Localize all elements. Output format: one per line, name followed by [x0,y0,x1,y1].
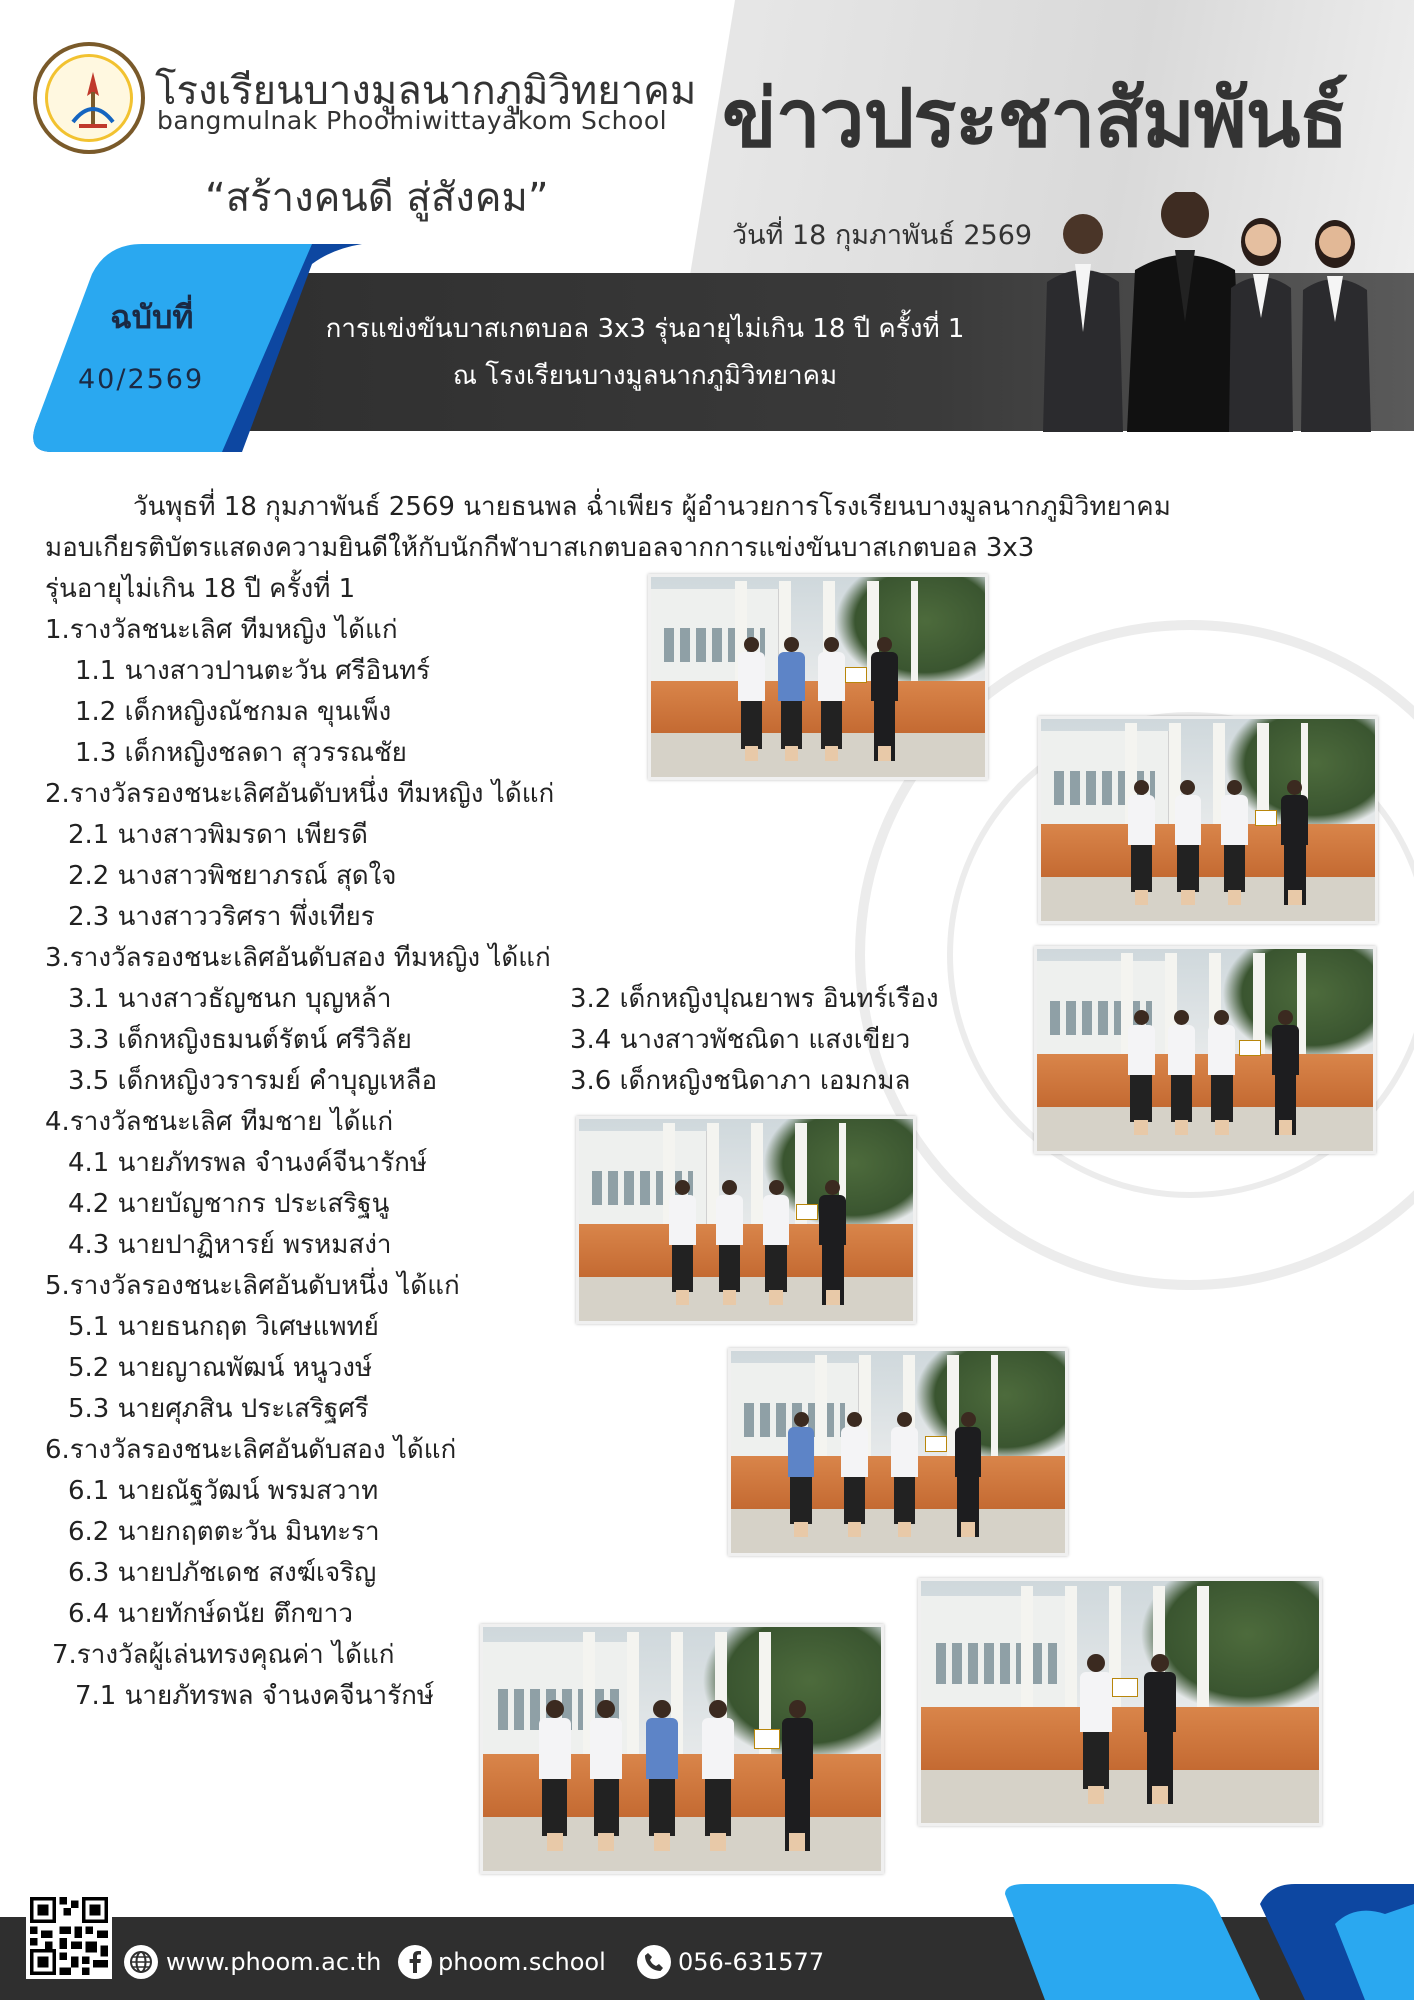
news-title: ข่าวประชาสัมพันธ์ [722,72,1348,165]
photo-boys-champion [576,1116,916,1324]
headline-line-2: ณ โรงเรียนบางมูลนากภูมิวิทยาคม [452,361,838,391]
issue-number: 40/2569 [78,364,205,395]
list-item: 3.4 นางสาวพัชณิดา แสงเขียว [570,1025,911,1055]
photo-mvp [918,1578,1322,1826]
list-item: 4.3 นายปาฏิหารย์ พรหมสง่า [68,1230,392,1260]
list-item: 2.3 นางสาววริศรา พึ่งเทียร [68,902,375,932]
list-item: 1.3 เด็กหญิงชลดา สุวรรณชัย [75,738,407,768]
list-item: 2.1 นางสาวพิมรดา เพียรดี [68,820,368,850]
school-logo [33,42,145,154]
list-item: 3.5 เด็กหญิงวรารมย์ คำบุญเหลือ [68,1066,438,1096]
list-item: 3.1 นางสาวธัญชนก บุญหล้า [68,984,392,1014]
award-5-heading: 5.รางวัลรองชนะเลิศอันดับหนึ่ง ได้แก่ [45,1271,460,1301]
list-item: 6.2 นายกฤตตะวัน มินทะรา [68,1517,380,1547]
award-4-heading: 4.รางวัลชนะเลิศ ทีมชาย ได้แก่ [45,1107,394,1137]
photo-boys-runner-up-1 [728,1348,1068,1556]
list-item: 7.1 นายภัทรพล จำนงคจีนารักษ์ [75,1681,434,1711]
award-1-heading: 1.รางวัลชนะเลิศ ทีมหญิง ได้แก่ [45,615,398,645]
list-item: 3.2 เด็กหญิงปุณยาพร อินทร์เรือง [570,984,939,1014]
award-7-heading: 7.รางวัลผู้เล่นทรงคุณค่า ได้แก่ [52,1640,395,1670]
list-item: 2.2 นางสาวพิชยาภรณ์ สุดใจ [68,861,397,891]
photo-boys-runner-up-2 [480,1624,884,1874]
list-item: 3.3 เด็กหญิงธมนต์รัตน์ ศรีวิลัย [68,1025,412,1055]
facebook-icon [398,1945,432,1979]
headline [300,306,990,400]
footer-phone[interactable]: 056-631577 [678,1948,825,1976]
list-item: 4.1 นายภัทรพล จำนงค์จีนารักษ์ [68,1148,427,1178]
school-slogan: “สร้างคนดี สู่สังคม” [205,175,549,221]
executives-photo [1035,192,1395,432]
qr-code[interactable] [26,1893,112,1979]
list-item: 6.4 นายทักษ์ดนัย ตึกขาว [68,1599,353,1629]
list-item: 5.3 นายศุภสิน ประเสริฐศรี [68,1394,369,1424]
intro-line-3: รุ่นอายุไม่เกิน 18 ปี ครั้งที่ 1 [45,574,356,604]
footer-website[interactable]: www.phoom.ac.th [166,1948,382,1976]
list-item: 6.1 นายณัฐวัฒน์ พรมสวาท [68,1476,379,1506]
footer-accent-shape [1005,1884,1414,2000]
list-item: 1.1 นางสาวปานตะวัน ศรีอินทร์ [75,656,431,686]
news-date: วันที่ 18 กุมภาพันธ์ 2569 [732,220,1033,251]
footer-facebook[interactable]: phoom.school [438,1948,606,1976]
list-item: 6.3 นายปภัชเดช สงฆ์เจริญ [68,1558,377,1588]
school-name-thai: โรงเรียนบางมูลนากภูมิวิทยาคม [155,68,697,114]
list-item: 5.1 นายธนกฤต วิเศษแพทย์ [68,1312,379,1342]
award-3-heading: 3.รางวัลรองชนะเลิศอันดับสอง ทีมหญิง ได้แก่ [45,943,551,973]
intro-line-2: มอบเกียรติบัตรแสดงความยินดีให้กับนักกีฬาบาสเกตบอลจากการแข่งขันบาสเกตบอล 3x3 [45,533,1035,563]
photo-girls-champion [648,574,988,780]
list-item: 3.6 เด็กหญิงชนิดาภา เอมกมล [570,1066,911,1096]
headline-line-1: การแข่งขันบาสเกตบอล 3x3 รุ่นอายุไม่เกิน 18 ปี ครั้งที่ 1 [325,314,965,344]
globe-icon [124,1945,158,1979]
list-item: 5.2 นายญาณพัฒน์ หนูวงษ์ [68,1353,373,1383]
issue-label: ฉบับที่ [110,298,194,336]
photo-girls-runner-up-2 [1034,946,1376,1154]
list-item: 1.2 เด็กหญิงณัชกมล ขุนเพ็ง [75,697,392,727]
intro-line-1: วันพุธที่ 18 กุมภาพันธ์ 2569 นายธนพล ฉ่ำเพียร ผู้อำนวยการโรงเรียนบางมูลนากภูมิวิทยาคม [133,492,1171,522]
school-name-english: bangmulnak Phoomiwittayakom School [157,106,668,135]
photo-girls-runner-up-1 [1038,716,1378,924]
phone-icon [637,1945,671,1979]
list-item: 4.2 นายบัญชากร ประเสริฐนู [68,1189,390,1219]
award-2-heading: 2.รางวัลรองชนะเลิศอันดับหนึ่ง ทีมหญิง ได้แก่ [45,779,555,809]
award-6-heading: 6.รางวัลรองชนะเลิศอันดับสอง ได้แก่ [45,1435,457,1465]
